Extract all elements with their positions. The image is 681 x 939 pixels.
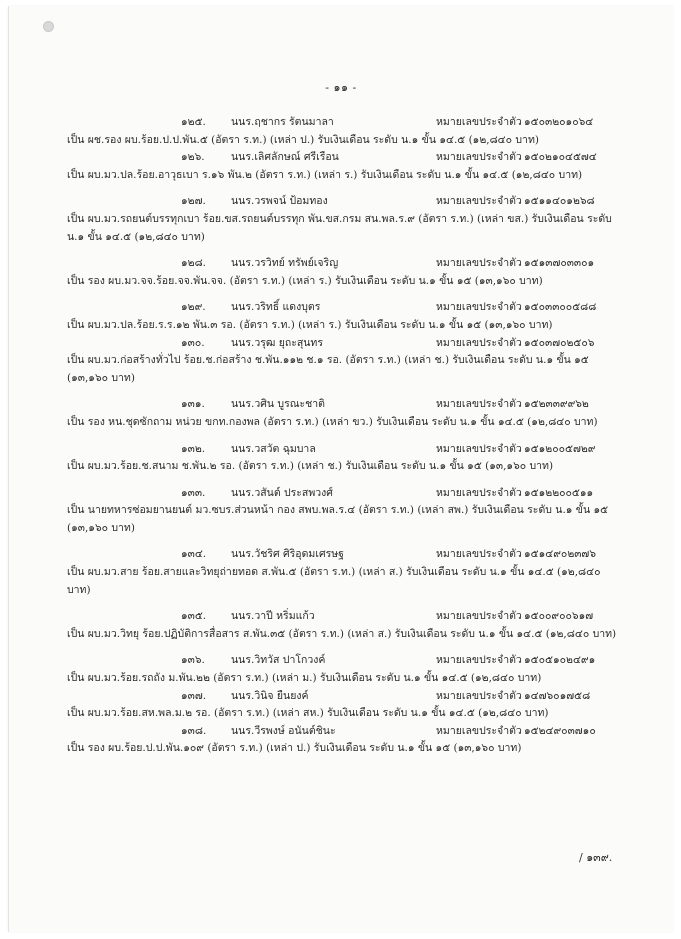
id-number: ๑๔๗๖๐๑๗๕๘	[524, 689, 591, 702]
entry-description: เป็น ผบ.มว.ร้อย.รถถัง ม.พัน.๒๒ (อัตรา ร.ท.) (เหล่า ม.) รับเงินเดือน ระดับ น.๑ ขั้น ๑๔.๕ (๑๒,๘๔๐ บาท)	[67, 672, 542, 685]
entry-number: ๑๒๗.	[181, 195, 206, 208]
id-label: หมายเลขประจำตัว	[436, 548, 522, 561]
entry-description: เป็น ผช.รอง ผบ.ร้อย.ป.ป.พัน.๕ (อัตรา ร.ท.) (เหล่า ป.) รับเงินเดือน ระดับ น.๑ ขั้น ๑๔.๕ (๑๒,๘๔๐ บาท)	[67, 133, 539, 146]
id-label: หมายเลขประจำตัว	[436, 195, 522, 208]
entry-number: ๑๓๒.	[181, 442, 206, 455]
entry-name: นนร.วินิจ ยืนยงค์	[231, 689, 309, 702]
id-number: ๑๕๑๒๒๐๐๕๑๑	[524, 486, 594, 499]
id-label: หมายเลขประจำตัว	[436, 689, 522, 702]
entry-number: ๑๓๐.	[181, 336, 205, 349]
id-number: ๑๕๐๓๗๐๒๕๐๖	[524, 336, 595, 349]
entry-name: นนร.ฤชากร รัตนมาลา	[231, 116, 334, 128]
entry-description: เป็น รอง หน.ชุดซักถาม หน่วย ขกท.กองพล (อัตรา ร.ท.) (เหล่า ขว.) รับเงินเดือน ระดับ น.๑ ขั้น ๑๔.๕ (๑๒,๘๔๐ บาท)	[67, 415, 598, 428]
entry-name: นนร.วริทธิ์ แดงบุตร	[231, 301, 321, 314]
entry-name: นนร.เลิศลักษณ์ ศรีเรือน	[231, 151, 339, 164]
id-label: หมายเลขประจำตัว	[436, 724, 522, 737]
list-item	[67, 652, 619, 687]
entry-number: ๑๒๕.	[181, 116, 206, 128]
document-page	[8, 6, 673, 932]
page-number: - ๑๑ -	[325, 81, 357, 94]
entry-name: นนร.วศิน บูรณะชาติ	[231, 398, 325, 411]
entry-header	[131, 114, 619, 132]
id-number: ๑๕๐๓๒๐๑๐๖๔	[524, 116, 594, 128]
entry-header	[131, 149, 619, 167]
id-number: ๑๕๐๐๙๐๐๖๑๗	[524, 610, 594, 623]
entry-header	[131, 335, 619, 353]
list-item	[67, 255, 619, 290]
entry-header	[131, 396, 619, 414]
id-number: ๑๕๑๓๗๐๓๓๐๑	[524, 257, 595, 270]
list-item	[67, 688, 619, 723]
entry-name: นนร.วาปี หริ่มแก้ว	[231, 610, 315, 623]
entry-number: ๑๓๔.	[181, 548, 207, 561]
id-label: หมายเลขประจำตัว	[436, 486, 522, 499]
entry-header	[131, 485, 619, 503]
list-item	[67, 335, 619, 388]
entry-description: เป็น ผบ.มว.ปล.ร้อย.อาวุธเบา ร.๑๖ พัน.๒ (อัตรา ร.ท.) (เหล่า ร.) รับเงินเดือน ระดับ น.๑ ขั้น ๑๔.๕ (๑๒,๘๔๐ บาท)	[67, 168, 583, 181]
entry-name: นนร.วสันต์ ประสพวงศ์	[231, 486, 333, 499]
punch-hole-mark	[43, 21, 54, 32]
id-number: ๑๕๐๕๑๐๒๔๙๑	[524, 654, 596, 667]
entry-description: เป็น ผบ.มว.สาย ร้อย.สายและวิทยุถ่ายทอด ส.พัน.๕ (อัตรา ร.ท.) (เหล่า ส.) รับเงินเดือน ระดับ น.๑ ขั้น ๑๔.๕ (๑๒,๘๔๐ บาท)	[67, 566, 601, 596]
entry-description: เป็น ผบ.มว.วิทยุ ร้อย.ปฏิบัติการสื่อสาร ส.พัน.๓๕ (อัตรา ร.ท.) (เหล่า ส.) รับเงินเดือน ระดับ น.๑ ขั้น ๑๔.๕ (๑๒,๘๔๐ บาท)	[67, 627, 617, 640]
id-label: หมายเลขประจำตัว	[436, 442, 522, 455]
entry-number: ๑๓๖.	[181, 654, 205, 667]
id-number: ๑๕๑๔๙๐๒๓๗๖	[524, 548, 596, 561]
id-label: หมายเลขประจำตัว	[436, 398, 522, 411]
list-item	[67, 441, 619, 476]
entry-header	[131, 723, 619, 741]
entry-name: นนร.วัชริศ ศิริอุดมเศรษฐ	[231, 548, 344, 561]
list-item	[67, 485, 619, 538]
entry-name: นนร.วรวิทย์ ทรัพย์เจริญ	[231, 257, 339, 270]
list-item	[67, 149, 619, 184]
entry-description: เป็น ผบ.มว.ร้อย.ช.สนาม ช.พัน.๒ รอ. (อัตรา ร.ท.) (เหล่า ช.) รับเงินเดือน ระดับ น.๑ ขั้น ๑๕ (๑๓,๑๖๐ บาท)	[67, 460, 554, 473]
list-item	[67, 608, 619, 643]
entry-name: นนร.วิทวัส ปาโกวงค์	[231, 654, 326, 667]
id-label: หมายเลขประจำตัว	[436, 257, 522, 270]
entry-number: ๑๓๑.	[181, 398, 205, 411]
entry-number: ๑๒๘.	[181, 257, 207, 270]
entry-header	[131, 608, 619, 626]
entry-number: ๑๓๓.	[181, 486, 206, 499]
list-item	[67, 723, 619, 758]
id-number: ๑๕๒๔๙๐๓๗๑๐	[524, 724, 596, 737]
entry-description: เป็น ผบ.มว.ร้อย.สห.พล.ม.๒ รอ. (อัตรา ร.ท.) (เหล่า สห.) รับเงินเดือน ระดับ น.๑ ขั้น ๑๔.๕ (๑๒,๘๔๐ บาท)	[67, 707, 549, 720]
entry-header	[131, 546, 619, 564]
entry-description: เป็น รอง ผบ.ร้อย.ป.ป.พัน.๑๐๙ (อัตรา ร.ท.) (เหล่า ป.) รับเงินเดือน ระดับ น.๑ ขั้น ๑๕ (๑๓,๑๖๐ บาท)	[67, 742, 522, 755]
continuation-footer: / ๑๓๙.	[579, 851, 613, 864]
list-item	[67, 114, 619, 149]
entry-header	[131, 299, 619, 317]
entry-header	[131, 688, 619, 706]
entry-number: ๑๒๙.	[181, 301, 206, 314]
entry-description: เป็น ผบ.มว.ก่อสร้างทั่วไป ร้อย.ช.ก่อสร้าง ช.พัน.๑๑๒ ช.๑ รอ. (อัตรา ร.ท.) (เหล่า ช.) รับเงินเดือน ระดับ น.๑ ขั้น ๑๕ (๑๓,๑๖๐ บาท)	[67, 354, 589, 384]
id-number: ๑๕๒๓๓๙๙๖๒	[524, 398, 589, 411]
id-label: หมายเลขประจำตัว	[436, 301, 522, 314]
id-number: ๑๕๑๒๐๐๕๗๒๙	[524, 442, 596, 455]
entry-description: เป็น ผบ.มว.รถยนต์บรรทุกเบา ร้อย.ขส.รถยนต์บรรทุก พัน.ขส.กรม สน.พล.ร.๙ (อัตรา ร.ท.) (เหล่า ขส.) รับเงินเดือน ระดับ น.๑ ขั้น ๑๔.๕ (๑๒,๘๔๐ บาท)	[67, 212, 612, 243]
entry-number: ๑๓๘.	[181, 724, 207, 737]
entry-number: ๑๓๕.	[181, 610, 207, 623]
id-number: ๑๕๐๒๑๐๔๕๗๔	[524, 151, 597, 164]
id-label: หมายเลขประจำตัว	[436, 151, 522, 164]
entry-header	[131, 255, 619, 273]
entry-description: เป็น รอง ผบ.มว.จจ.ร้อย.จจ.พัน.จจ. (อัตรา ร.ท.) (เหล่า ร.) รับเงินเดือน ระดับ น.๑ ขั้น ๑๕ (๑๓,๑๖๐ บาท)	[67, 274, 543, 287]
id-number: ๑๕๐๓๓๐๐๕๘๘	[524, 301, 597, 314]
entry-number: ๑๒๖.	[181, 151, 205, 164]
entry-header	[131, 193, 619, 211]
list-item	[67, 546, 619, 599]
entry-name: นนร.วรพจน์ ป้อมทอง	[231, 195, 328, 208]
entry-header	[131, 441, 619, 459]
list-item	[67, 299, 619, 334]
entry-list	[67, 114, 619, 758]
entry-name: นนร.วรุฒ ยุถะสุนทร	[231, 336, 323, 349]
entry-header	[131, 652, 619, 670]
list-item	[67, 193, 619, 246]
entry-description: เป็น ผบ.มว.ปล.ร้อย.ร.ร.๑๒ พัน.๓ รอ. (อัตรา ร.ท.) (เหล่า ร.) รับเงินเดือน ระดับ น.๑ ขั้น ๑๕ (๑๓,๑๖๐ บาท)	[67, 318, 553, 331]
entry-name: นนร.วีรพงษ์ อนันต์ชินะ	[231, 724, 336, 737]
id-label: หมายเลขประจำตัว	[436, 336, 522, 349]
entry-description: เป็น นายทหารซ่อมยานยนต์ มว.ซบร.ส่วนหน้า กอง สพบ.พล.ร.๔ (อัตรา ร.ท.) (เหล่า สพ.) รับเงินเดือน ระดับ น.๑ ขั้น ๑๕ (๑๓,๑๖๐ บาท)	[67, 504, 609, 534]
entry-name: นนร.วสวัต ฉุมบาล	[231, 442, 316, 455]
id-label: หมายเลขประจำตัว	[436, 654, 522, 667]
list-item	[67, 396, 619, 431]
id-label: หมายเลขประจำตัว	[436, 116, 522, 128]
entry-number: ๑๓๗.	[181, 689, 207, 702]
id-label: หมายเลขประจำตัว	[436, 610, 522, 623]
id-number: ๑๕๑๑๔๐๑๒๖๘	[524, 195, 595, 208]
